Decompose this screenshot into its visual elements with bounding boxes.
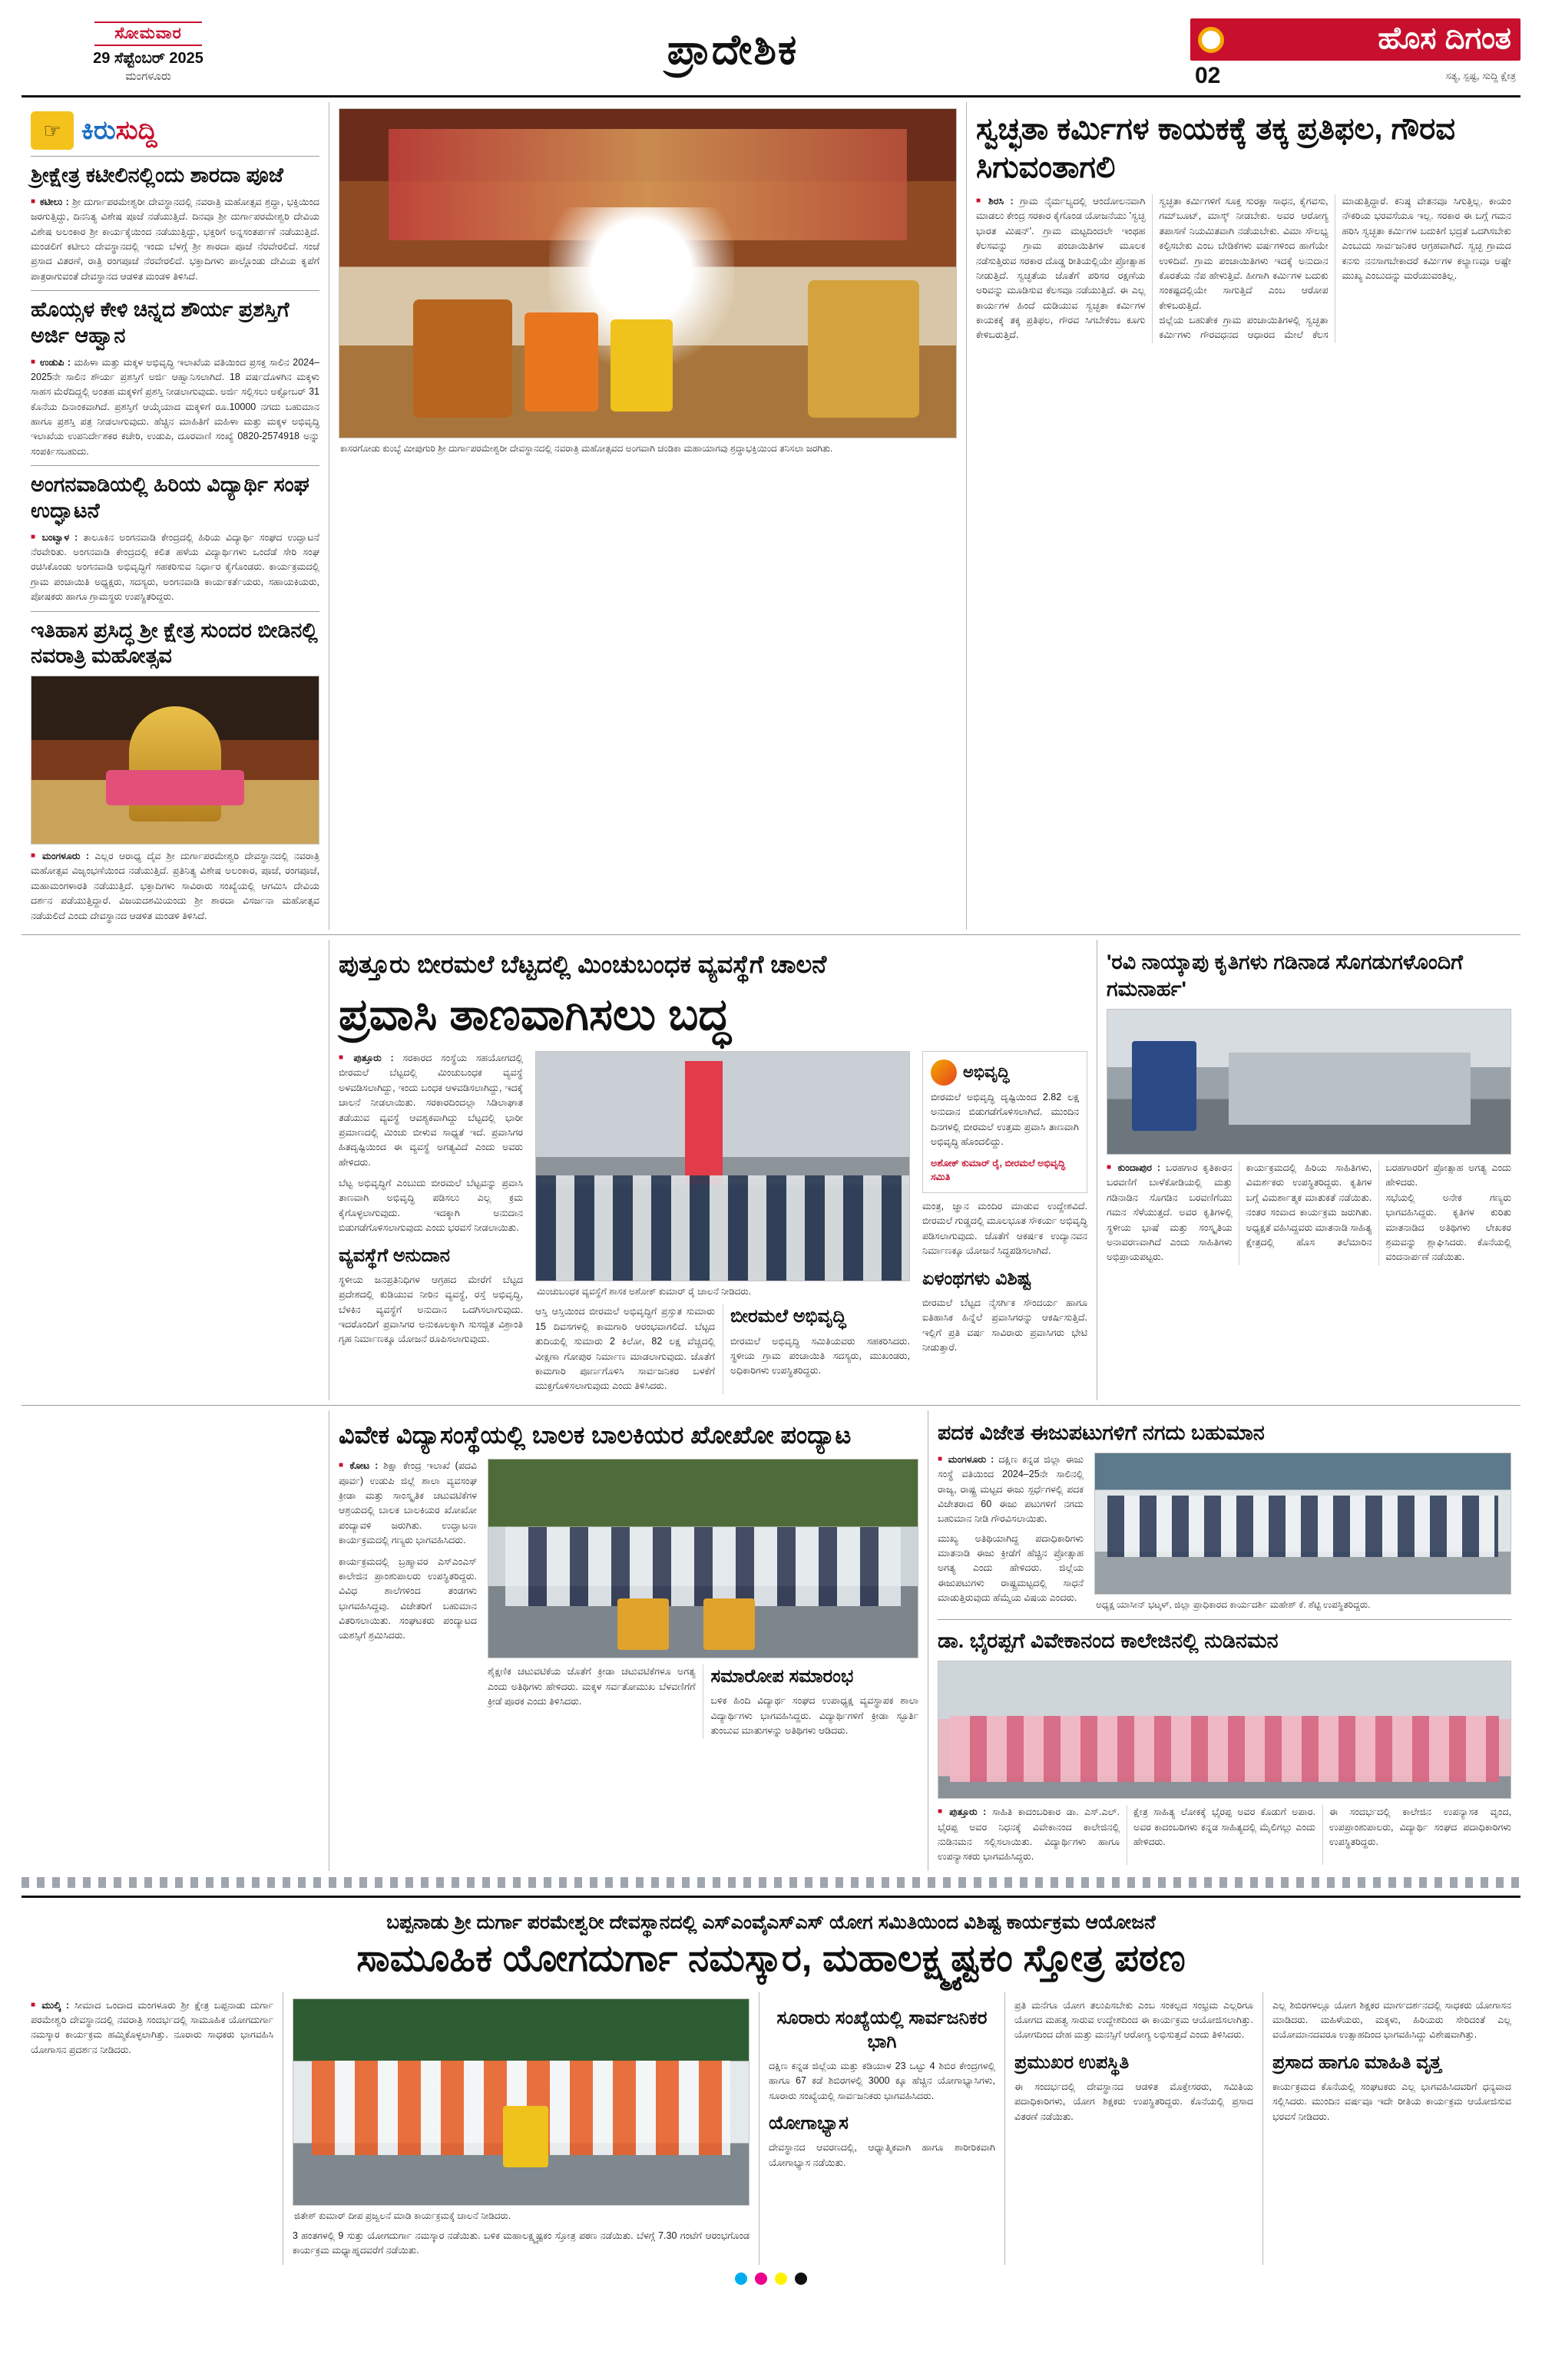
lower-left-dateline: ■ ಕೋಟ : [339, 1460, 378, 1471]
right-mid-photo [1107, 1009, 1511, 1155]
right-mid-col3: ಸಭೆಯಲ್ಲಿ ಅನೇಕ ಗಣ್ಯರು ಭಾಗವಹಿಸಿದ್ದರು. ಕೃತಿಗಳ ಕುರಿತು ಮಾತನಾಡಿದ ಅತಿಥಿಗಳು ಲೇಖಕರ ಶ್ರಮವನ್ನು ಶ್ಲಾಘಿಸಿದರು. ಕೊನೆಯಲ್ಲಿ ವಂದನಾರ್ಪಣೆ ನಡೆಯಿತು. [1385, 1192, 1511, 1263]
feature-col1 [22, 1992, 283, 2265]
rail-item1-body [31, 195, 319, 284]
section-title: ಪ್ರಾದೇಶಿಕ [667, 27, 799, 73]
rail-item3-headline: ಅಂಗನವಾಡಿಯಲ್ಲಿ ಹಿರಿಯ ವಿದ್ಯಾರ್ಥಿ ಸಂಘ ಉದ್ಘಾಟನೆ [31, 473, 309, 522]
rail-item1-dateline: ■ ಕಟೀಲು : [31, 197, 69, 207]
feature-col4-text: ಎಲ್ಲ ಶಿಬಿರಗಳಲ್ಲೂ ಯೋಗ ಶಿಕ್ಷಕರ ಮಾರ್ಗದರ್ಶನದಲ್ಲಿ ಸಾಧಕರು ಯೋಗಾಸನ ಮಾಡಿದರು. ಮಹಿಳೆಯರು, ಮಕ್ಕಳು, ಹಿರಿಯರು ಸೇರಿದಂತೆ ಎಲ್ಲ ವಯೋಮಾನದವರೂ ಉತ್ಸಾಹದಿಂದ ಭಾಗವಹಿಸಿದ್ದು ವಿಶೇಷವಾಗಿತ್ತು. [1272, 1999, 1511, 2041]
rail-item2-body [31, 355, 319, 460]
middle-rail-spacer [22, 940, 329, 1400]
right-lower1-col2: ಮುಖ್ಯ ಅತಿಥಿಯಾಗಿದ್ದ ಪದಾಧಿಕಾರಿಗಳು ಮಾತನಾಡಿ ಈಜು ಕ್ರೀಡೆಗೆ ಹೆಚ್ಚಿನ ಪ್ರೋತ್ಸಾಹ ಅಗತ್ಯ ಎಂದು ಹೇಳಿದರು. ಜಿಲ್ಲೆಯ ಈಜುಪಟುಗಳು ರಾಷ್ಟ್ರಮಟ್ಟದಲ್ಲಿ ಸಾಧನೆ ಮಾಡುತ್ತಿರುವುದು ಹೆಮ್ಮೆಯ ವಿಷಯ ಎಂದರು. [938, 1532, 1084, 1604]
top-band [22, 102, 1520, 930]
masthead-date-block [22, 18, 275, 83]
masthead-day: ಸೋಮವಾರ [94, 21, 201, 46]
infobox-text3: ಬೀರಮಲೆ ಬೆಟ್ಟದ ನೈಸರ್ಗಿಕ ಸೌಂದರ್ಯ ಹಾಗೂ ಐತಿಹಾಸಿಕ ಹಿನ್ನೆಲೆ ಪ್ರವಾಸಿಗರನ್ನು ಆಕರ್ಷಿಸುತ್ತಿದೆ. ಇಲ್ಲಿಗೆ ಪ್ರತಿ ವರ್ಷ ಸಾವಿರಾರು ಪ್ರವಾಸಿಗರು ಭೇಟಿ ನೀಡುತ್ತಾರೆ. [922, 1297, 1087, 1353]
rail-item4-headline: ಇತಿಹಾಸ ಪ್ರಸಿದ್ಧ ಶ್ರೀ ಕ್ಷೇತ್ರ ಸುಂದರ ಬೀಡಿನಲ್ಲಿ ನವರಾತ್ರಿ ಮಹೋತ್ಸವ [31, 618, 318, 668]
rail-item2-text: ಮಹಿಳಾ ಮತ್ತು ಮಕ್ಕಳ ಅಭಿವೃದ್ಧಿ ಇಲಾಖೆಯ ವತಿಯಿಂದ ಪ್ರಸಕ್ತ ಸಾಲಿನ 2024–2025ನೇ ಸಾಲಿನ ಶೌರ್ಯ ಪ್ರಶಸ್ತಿಗೆ ಅರ್ಜಿ ಆಹ್ವಾನಿಸಲಾಗಿದೆ. 18 ವರ್ಷದೊಳಗಿನ ಮಕ್ಕಳು ಸಾಹಸ ಮೆರೆದಿದ್ದಲ್ಲಿ ಅಂತಹ ಮಕ್ಕಳಿಗೆ ಪ್ರಶಸ್ತಿ ನೀಡಲಾಗುವುದು. ಅರ್ಜಿ ಸಲ್ಲಿಸಲು ಅಕ್ಟೋಬರ್ 31 ಕೊನೆಯ ದಿನಾಂಕವಾಗಿದೆ. ಪ್ರಶಸ್ತಿಗೆ ಆಯ್ಕೆಯಾದ ಮಕ್ಕಳಿಗೆ ರೂ.10000 ನಗದು ಬಹುಮಾನ ಹಾಗೂ ಪ್ರಶಸ್ತಿ ಪತ್ರ ನೀಡಲಾಗುವುದು. ಹೆಚ್ಚಿನ ಮಾಹಿತಿಗೆ ಮಹಿಳಾ ಮತ್ತು ಮಕ್ಕಳ ಅಭಿವೃದ್ಧಿ ಇಲಾಖೆಯ ಉಪನಿರ್ದೇಶಕರ ಕಚೇರಿ, ಉಡುಪಿ, ದೂರವಾಣಿ ಸಂಖ್ಯೆ 0820-2574918 ಅನ್ನು ಸಂಪರ್ಕಿಸಬಹುದು. [31, 356, 319, 457]
brand-tagline: ಸತ್ಯ, ಸ್ಪಷ್ಟ, ಸುದ್ದಿ ಕ್ಷೇತ್ರ [1445, 70, 1516, 81]
lower-left-col1 [339, 1459, 477, 1548]
mid-main-sub2: ಬೀರಮಲೆ ಅಭಿವೃದ್ಧಿ ಸಮಿತಿಯವರು ಸಹಕರಿಸಿದರು. ಸ್ಥಳೀಯ ಗ್ರಾಮ ಪಂಚಾಯಿತಿ ಸದಸ್ಯರು, ಮುಖಂಡರು, ಅಧಿಕಾರಿಗಳು ಉಪಸ್ಥಿತರಿದ್ದರು. [730, 1335, 910, 1377]
lower-rail-spacer [22, 1410, 329, 1871]
right-mid-headline: 'ರವಿ ನಾಯ್ಕಾಪು ಕೃತಿಗಳು ಗಡಿನಾಡ ಸೊಗಡುಗಳೊಂದಿಗೆ ಗಮನಾರ್ಹ' [1107, 950, 1463, 1000]
rail-item4-text: ಎಲ್ಲರ ಆರಾಧ್ಯ ದೈವ ಶ್ರೀ ದುರ್ಗಾಪರಮೇಶ್ವರಿ ದೇವಸ್ಥಾನದಲ್ಲಿ ನವರಾತ್ರಿ ಮಹೋತ್ಸವ ವಿಜೃಂಭಣೆಯಿಂದ ನಡೆಯುತ್ತಿದೆ. ಪ್ರತಿನಿತ್ಯ ವಿಶೇಷ ಅಲಂಕಾರ, ಪೂಜೆ, ರಂಗಪೂಜೆ, ಮಹಾಮಂಗಳಾರತಿ ನಡೆಯುತ್ತಿದೆ. ಭಕ್ತಾದಿಗಳು ಸಾವಿರಾರು ಸಂಖ್ಯೆಯಲ್ಲಿ ಆಗಮಿಸಿ ದೇವಿಯ ದರ್ಶನ ಪಡೆಯುತ್ತಿದ್ದಾರೆ. ವಿಜಯದಶಮಿಯಂದು ಶ್ರೀ ಶಾರದಾ ವಿಸರ್ಜನಾ ಮಹೋತ್ಸವ ನಡೆಯಲಿದೆ ಎಂದು ದೇವಸ್ಥಾನದ ಆಡಳಿತ ಮಂಡಳಿ ತಿಳಿಸಿದೆ. [31, 851, 319, 921]
lower-left-sub-head: ಸಮಾರೋಪ ಸಮಾರಂಭ [710, 1666, 854, 1687]
top-right-col2: ಸ್ವಚ್ಛತಾ ಕರ್ಮಿಗಳಿಗೆ ಸೂಕ್ತ ಸುರಕ್ಷಾ ಸಾಧನ, ಕೈಗವಸು, ಗಮ್‌ಬೂಟ್, ಮಾಸ್ಕ್ ನೀಡಬೇಕು. ಅವರ ಆರೋಗ್ಯ ತಪಾಸಣೆ ನಿಯಮಿತವಾಗಿ ನಡೆಯಬೇಕು. ವಿಮಾ ಸೌಲಭ್ಯ ಕಲ್ಪಿಸಬೇಕು ಎಂಬ ಬೇಡಿಕೆಗಳು ವರ್ಷಗಳಿಂದ ಹಾಗೆಯೇ ಉಳಿದಿವೆ. ಗ್ರಾಮ ಪಂಚಾಯಿತಿಗಳು ಇದಕ್ಕೆ ಅನುದಾನ ಕೊರತೆಯ ನೆಪ ಹೇಳುತ್ತಿವೆ. ಹೀಗಾಗಿ ಕರ್ಮಿಗಳ ಬದುಕು ಸಂಕಷ್ಟದಲ್ಲಿಯೇ ಸಾಗುತ್ತಿದೆ ಎಂಬ ಆರೋಪ ಕೇಳಿಬರುತ್ತಿದೆ. [1159, 196, 1329, 311]
mid-main-story [329, 940, 1097, 1400]
top-right-headline: ಸ್ವಚ್ಛತಾ ಕರ್ಮಿಗಳ ಕಾಯಕಕ್ಕೆ ತಕ್ಕ ಪ್ರತಿಫಲ, ಗೌರವ ಸಿಗುವಂತಾಗಲಿ [976, 112, 1455, 184]
gear-icon [1198, 27, 1224, 53]
rail-item3-body [31, 531, 319, 605]
rail-item3-text: ತಾಲೂಕಿನ ಅಂಗನವಾಡಿ ಕೇಂದ್ರದಲ್ಲಿ ಹಿರಿಯ ವಿದ್ಯಾರ್ಥಿ ಸಂಘದ ಉದ್ಘಾಟನೆ ನೆರವೇರಿತು. ಅಂಗನವಾಡಿ ಕೇಂದ್ರದಲ್ಲಿ ಕಲಿತ ಹಳೆಯ ವಿದ್ಯಾರ್ಥಿಗಳು ಒಂದೆಡೆ ಸೇರಿ ಸಂಘ ರಚಿಸಿಕೊಂಡು ಅಂಗನವಾಡಿ ಅಭಿವೃದ್ಧಿಗೆ ಸಹಕರಿಸುವ ನಿರ್ಧಾರ ಕೈಗೊಂಡರು. ಕಾರ್ಯಕ್ರಮದಲ್ಲಿ ಗ್ರಾಮ ಪಂಚಾಯಿತಿ ಅಧ್ಯಕ್ಷರು, ಸದಸ್ಯರು, ಅಂಗನವಾಡಿ ಕಾರ್ಯಕರ್ತೆಯರು, ಸಹಾಯಕಿಯರು, ಪೋಷಕರು ಹಾಗೂ ಗ್ರಾಮಸ್ಥರು ಉಪಸ್ಥಿತರಿದ್ದರು. [31, 531, 319, 603]
brand-nameplate [1190, 18, 1520, 61]
hand-pointer-icon: ☞ [31, 111, 74, 150]
feature-box-head: ಸೂರಾರು ಸಂಖ್ಯೆಯಲ್ಲಿ ಸಾರ್ವಜನಿಕರ ಭಾಗಿ [776, 2007, 988, 2052]
right-lower1-headline: ಪದಕ ವಿಜೇತ ಈಜುಪಟುಗಳಿಗೆ ನಗದು ಬಹುಮಾನ [938, 1420, 1265, 1444]
right-lower-stack [928, 1410, 1520, 1871]
lower-left-col4: ಬಳಿಕ ಹಿಂದಿ ವಿದ್ಯಾರ್ಥ ಸಂಘದ ಉಪಾಧ್ಯಕ್ಷ ವ್ಯವಸ್ಥಾಪಕ ಶಾಲಾ ವಿದ್ಯಾರ್ಥಿಗಳು ಭಾಗವಹಿಸಿದ್ದರು. ವಿದ್ಯಾರ್ಥಿಗಳಿಗೆ ಕ್ರೀಡಾ ಸ್ಫೂರ್ತಿ ತುಂಬುವ ಮಾತುಗಳನ್ನು ಅತಿಥಿಗಳು ಆಡಿದರು. [710, 1695, 918, 1737]
middle-band [22, 940, 1520, 1400]
right-lower1-photo [1094, 1453, 1511, 1595]
mid-main-sub2-head: ಬೀರಮಲೆ ಅಭಿವೃದ್ಧಿ [730, 1306, 846, 1327]
feature-box-text2: ದೇವಸ್ಥಾನದ ಆವರಣದಲ್ಲಿ, ಆಧ್ಯಾತ್ಮಿಕವಾಗಿ ಹಾಗೂ ಶಾರೀರಿಕವಾಗಿ ಯೋಗಾಭ್ಯಾಸ ನಡೆಯಿತು. [769, 2142, 995, 2168]
kiru-label-2: ಸುದ್ದಿ [115, 115, 157, 145]
top-right-dateline: ■ ಶಿರಸಿ : [976, 196, 1014, 207]
brand-name: ಹೊಸ ದಿಗಂತ [1378, 21, 1511, 55]
lower-left-col2: ಕಾರ್ಯಕ್ರಮದಲ್ಲಿ ಬ್ರಹ್ಮಾವರ ಎಸ್‌ಎಂಎಸ್‌ ಕಾಲೇಜಿನ ಪ್ರಾಂಶುಪಾಲರು ಉಪಸ್ಥಿತರಿದ್ದರು. ವಿವಿಧ ಶಾಲೆಗಳಿಂದ ತಂಡಗಳು ಭಾಗವಹಿಸಿದ್ದವು. ವಿಜೇತರಿಗೆ ಬಹುಮಾನ ವಿತರಿಸಲಾಯಿತು. ಸಂಘಟಕರು ಪಂದ್ಯಾಟದ ಯಶಸ್ಸಿಗೆ ಶ್ರಮಿಸಿದರು. [339, 1555, 477, 1641]
kiru-label-1: ಕಿರು [81, 115, 116, 145]
right-mid-col1 [1107, 1161, 1233, 1265]
lower-band [22, 1410, 1520, 1871]
right-lower2-headline: ಡಾ. ಭೈರಪ್ಪಗೆ ವಿವೇಕಾನಂದ ಕಾಲೇಜಿನಲ್ಲಿ ನುಡಿನಮನ [938, 1629, 1279, 1653]
feature-title: ಸಾಮೂಹಿಕ ಯೋಗದುರ್ಗಾ ನಮಸ್ಕಾರ, ಮಹಾಲಕ್ಷ್ಮ್ಯಷ್ಟಕಂ ಸ್ತೋತ್ರ ಪಠಣ [356, 1937, 1186, 1979]
right-lower2-col3: ಈ ಸಂದರ್ಭದಲ್ಲಿ ಕಾಲೇಜಿನ ಉಪನ್ಯಾಸಕ ವೃಂದ, ಉಪಪ್ರಾಂಶುಪಾಲರು, ವಿದ್ಯಾರ್ಥಿ ಸಂಘದ ಪದಾಧಿಕಾರಿಗಳು ಉಪಸ್ಥಿತರಿದ್ದರು. [1329, 1806, 1511, 1848]
infobox-text2: ಮಂತ್ರ, ಜ್ಞಾನ ಮಂದಿರ ಮಾಡುವ ಉದ್ದೇಶವಿದೆ. ಬೀರಮಲೆ ಗುಡ್ಡದಲ್ಲಿ ಮೂಲಭೂತ ಸೌಕರ್ಯ ಅಭಿವೃದ್ಧಿ ಪಡಿಸಲಾಗುವುದು. ಜೊತೆಗೆ ಆಕರ್ಷಕ ಉದ್ಯಾನವನ ನಿರ್ಮಾಣಕ್ಕೂ ಯೋಜನೆ ಸಿದ್ಧಪಡಿಸಲಾಗಿದೆ. [922, 1201, 1087, 1257]
masthead [22, 18, 1520, 98]
brand-block [1190, 18, 1520, 89]
feature-col4-head: ಪ್ರಸಾದ ಹಾಗೂ ಮಾಹಿತಿ ವೃತ್ತ [1272, 2051, 1442, 2073]
mid-main-sub1-head: ವ್ಯವಸ್ಥೆಗೆ ಅನುದಾನ [339, 1245, 450, 1266]
right-mid-dateline: ■ ಕುಂದಾಪುರ : [1107, 1162, 1160, 1173]
feature-photo-caption: ಜಿತೇಶ್ ಕುಮಾರ್ ದೀಪ ಪ್ರಜ್ವಲನೆ ಮಾಡಿ ಕಾರ್ಯಕ್ರಮಕ್ಕೆ ಚಾಲನೆ ನೀಡಿದರು. [294, 2210, 511, 2221]
mid-main-sub1: ಸ್ಥಳೀಯ ಜನಪ್ರತಿನಿಧಿಗಳ ಆಗ್ರಹದ ಮೇರೆಗೆ ಬೆಟ್ಟದ ಪ್ರದೇಶದಲ್ಲಿ ಕುಡಿಯುವ ನೀರಿನ ವ್ಯವಸ್ಥೆ, ರಸ್ತೆ ಅಭಿವೃದ್ಧಿ, ಬೆಳಕಿನ ವ್ಯವಸ್ಥೆಗೆ ಅನುದಾನ ಒದಗಿಸಲಾಗುವುದು. ಇದರೊಂದಿಗೆ ಪ್ರವಾಸಿಗರ ಅನುಕೂಲಕ್ಕಾಗಿ ಸುಸಜ್ಜಿತ ವಿಶ್ರಾಂತಿ ಗೃಹ ನಿರ್ಮಾಣಕ್ಕೂ ಯೋಜನೆ ರೂಪಿಸಲಾಗುವುದು. [339, 1274, 523, 1345]
right-lower2-col1-text: ಸಾಹಿತಿ ಕಾದಂಬರಿಕಾರ ಡಾ. ಎಸ್.ಎಲ್. ಭೈರಪ್ಪ ಅವರ ನಿಧನಕ್ಕೆ ವಿವೇಕಾನಂದ ಕಾಲೇಜಿನಲ್ಲಿ ನುಡಿನಮನ ಸಲ್ಲಿಸಲಾಯಿತು. ವಿದ್ಯಾರ್ಥಿಗಳು ಹಾಗೂ ಉಪನ್ಯಾಸಕರು ಭಾಗವಹಿಸಿದ್ದರು. [938, 1806, 1120, 1863]
infobox-small-head: ಏಳಂಥಗಳು ವಿಶಿಷ್ಟ [922, 1268, 1031, 1289]
rail-item1-headline: ಶ್ರೀಕ್ಷೇತ್ರ ಕಟೀಲಿನಲ್ಲಿಂದು ಶಾರದಾ ಪೂಜೆ [31, 164, 283, 187]
feature-col3 [1004, 1992, 1262, 2265]
lower-left-col3: ಶೈಕ್ಷಣಿಕ ಚಟುವಟಿಕೆಯ ಜೊತೆಗೆ ಕ್ರೀಡಾ ಚಟುವಟಿಕೆಗಳೂ ಅಗತ್ಯ ಎಂದು ಅತಿಥಿಗಳು ಹೇಳಿದರು. ಮಕ್ಕಳ ಸರ್ವತೋಮುಖ ಬೆಳವಣಿಗೆಗೆ ಕ್ರೀಡೆ ಪೂರಕ ಎಂದು ತಿಳಿಸಿದರು. [488, 1666, 696, 1707]
right-lower2-col2: ಕ್ಷೇತ್ರ ಸಾಹಿತ್ಯ ಲೋಕಕ್ಕೆ ಭೈರಪ್ಪ ಅವರ ಕೊಡುಗೆ ಅಪಾರ. ಅವರ ಕಾದಂಬರಿಗಳು ಕನ್ನಡ ಸಾಹಿತ್ಯದಲ್ಲಿ ಮೈಲಿಗಲ್ಲು ಎಂದು ಹೇಳಿದರು. [1133, 1806, 1315, 1848]
mid-main-photo [535, 1051, 910, 1281]
right-lower1-col1 [938, 1453, 1084, 1527]
rail-item4-dateline: ■ ಮಂಗಳೂರು : [31, 851, 89, 861]
dashed-separator [22, 1877, 1520, 1888]
feature-box-subhead: ಯೋಗಾಭ್ಯಾಸ [769, 2113, 849, 2134]
feature-box-text: ದಕ್ಷಿಣ ಕನ್ನಡ ಜಿಲ್ಲೆಯ ಮತ್ತು ಕಡಿಯಾಳ 23 ಒಟ್ಟು 4 ಶಿಬಿರ ಕೇಂದ್ರಗಳಲ್ಲಿ ಹಾಗೂ 67 ಕಡೆ ಶಿಬಿರಗಳಲ್ಲಿ 3000 ಕ್ಕೂ ಹೆಚ್ಚಿನ ಯೋಗಾಭ್ಯಾಸಿಗಳು, ಸೂರಾರು ಸಂಖ್ಯೆಯಲ್ಲಿ ಸಾರ್ವಜನಿಕರು ಭಾಗವಹಿಸಿದರು. [769, 2060, 995, 2101]
kiru-sudhi-logo [31, 111, 319, 150]
reg-mark-yellow [775, 2273, 787, 2285]
infobox-text: ಬೀರಮಲೆ ಅಭಿವೃದ್ಧಿ ದೃಷ್ಟಿಯಿಂದ 2.82 ಲಕ್ಷ ಅನುದಾನ ಬಿಡುಗಡೆಗೊಳಿಸಲಾಗಿದೆ. ಮುಂದಿನ ದಿನಗಳಲ್ಲಿ ಬೀರಮಲೆ ಉತ್ತಮ ಪ್ರವಾಸಿ ತಾಣವಾಗಿ ಅಭಿವೃದ್ಧಿ ಹೊಂದಲಿದ್ದು. [931, 1092, 1079, 1148]
lower-left-headline: ವಿವೇಕ ವಿದ್ಯಾಸಂಸ್ಥೆಯಲ್ಲಿ ಬಾಲಕ ಬಾಲಕಿಯರ ಖೋಖೋ ಪಂದ್ಯಾಟ [339, 1420, 852, 1449]
mid-main-headline: ಪ್ರವಾಸಿ ತಾಣವಾಗಿಸಲು ಬದ್ಧ [339, 990, 731, 1040]
reg-mark-black [795, 2273, 807, 2285]
right-lower2-photo [938, 1661, 1511, 1799]
mid-main-col2: ಆಸ್ತಿ ಆಸ್ತಿಯಿಂದ ಬೀರಮಲೆ ಅಭಿವೃದ್ಧಿಗೆ ಪ್ರಸ್ತುತ ಸುಮಾರು 15 ದಿವಸಗಳಲ್ಲಿ ಕಾಮಗಾರಿ ಆರಂಭವಾಗಲಿದೆ. ಬೆಟ್ಟದ ತುದಿಯಲ್ಲಿ ಸುಮಾರು 2 ಕಿಲೋ, 82 ಲಕ್ಷ ವೆಚ್ಚದಲ್ಲಿ ವೀಕ್ಷಣಾ ಗೋಪುರ ನಿರ್ಮಾಣ ಮಾಡಲಾಗುವುದು. ಜೊತೆಗೆ ಕಾಮಗಾರಿ ಪೂರ್ಣಗೊಳಿಸಿ ಸಾರ್ವಜನಿಕರ ಬಳಕೆಗೆ ಮುಕ್ತಗೊಳಿಸಲಾಗುವುದು ಎಂದು ತಿಳಿಸಿದರು. [535, 1306, 715, 1392]
masthead-place: ಮಂಗಳೂರು [125, 70, 171, 83]
right-mid-col1-text: ಬರಹಗಾರ ಕೃತಿಕಾರನ ಬರವಣಿಗೆ ಬಾಳೆಕೋಡಿಯಲ್ಲಿ ಮತ್ತು ಗಡಿನಾಡಿನ ಸೊಗಡಿನ ಬರವಣಿಗೆಯು ಗಮನ ಸೆಳೆಯುತ್ತದೆ. ಅವರ ಕೃತಿಗಳಲ್ಲಿ ಸ್ಥಳೀಯ ಭಾಷೆ ಮತ್ತು ಸಂಸ್ಕೃತಿಯ ಅನಾವರಣವಾಗಿದೆ ಎಂದು ಸಾಹಿತಿಗಳು ಅಭಿಪ್ರಾಯಪಟ್ಟರು. [1107, 1162, 1233, 1263]
lower-left-story [329, 1410, 928, 1871]
infobox-title: ಅಭಿವೃದ್ಧಿ [963, 1063, 1010, 1082]
right-lower1-col1-text: ದಕ್ಷಿಣ ಕನ್ನಡ ಜಿಲ್ಲಾ ಈಜು ಸಂಸ್ಥೆ ವತಿಯಿಂದ 2024–25ನೇ ಸಾಲಿನಲ್ಲಿ ರಾಜ್ಯ, ರಾಷ್ಟ್ರ ಮಟ್ಟದ ಈಜು ಸ್ಪರ್ಧೆಗಳಲ್ಲಿ ಪದಕ ವಿಜೇತರಾದ 60 ಈಜು ಪಟುಗಳಿಗೆ ನಗದು ಬಹುಮಾನ ನೀಡಿ ಗೌರವಿಸಲಾಯಿತು. [938, 1453, 1084, 1525]
masthead-date: 29 ಸೆಪ್ಟೆಂಬರ್ 2025 [93, 50, 204, 67]
right-lower2-dateline: ■ ಪುತ್ತೂರು : [938, 1806, 986, 1817]
top-right-story [966, 102, 1520, 930]
mid-main-col1 [339, 1051, 523, 1170]
infobox-attribution: ಅಶೋಕ್‌ ಕುಮಾರ್ ರೈ, ಬೀರಮಲೆ ಅಭಿವೃದ್ಧಿ ಸಮಿತಿ [931, 1157, 1066, 1183]
lower-left-photo [488, 1459, 918, 1658]
registration-marks [22, 2265, 1520, 2286]
feature-col1-text: ಸೀಮಾದ ಒಂದಾದ ಮಂಗಳೂರು ಶ್ರೀ ಕ್ಷೇತ್ರ ಬಪ್ಪನಾಡು ದುರ್ಗಾ ಪರಮೇಶ್ವರಿ ದೇವಸ್ಥಾನದಲ್ಲಿ ನವರಾತ್ರಿ ಸಂದರ್ಭದಲ್ಲಿ ಸಾಮೂಹಿಕ ಯೋಗದುರ್ಗಾ ನಮಸ್ಕಾರ ಕಾರ್ಯಕ್ರಮ ಹಮ್ಮಿಕೊಳ್ಳಲಾಗಿತ್ತು. ನೂರಾರು ಸಾಧಕರು ಭಾಗವಹಿಸಿ ಯೋಗಾಸನ ಪ್ರದರ್ಶನ ನೀಡಿದರು. [31, 1999, 273, 2055]
right-lower1-dateline: ■ ಮಂಗಳೂರು : [938, 1454, 994, 1465]
feature-col2: 3 ಹಂತಗಳಲ್ಲಿ 9 ಸುತ್ತು ಯೋಗದುರ್ಗಾ ನಮಸ್ಕಾರ ನಡೆಯಿತು. ಬಳಿಕ ಮಹಾಲಕ್ಷ್ಮ್ಯಷ್ಟಕಂ ಸ್ತೋತ್ರ ಪಠಣ ನಡೆಯಿತು. ಬೆಳಗ್ಗೆ 7.30 ಗಂಟೆಗೆ ಆರಂಭಗೊಂಡ ಕಾರ್ಯಕ್ರಮ ಮಧ್ಯಾಹ್ನದವರೆಗೆ ನಡೆಯಿತು. [293, 2230, 749, 2256]
right-mid-story [1097, 940, 1520, 1400]
rail-item2-dateline: ■ ಉಡುಪಿ : [31, 357, 71, 368]
left-rail [22, 102, 329, 930]
rail-item4-body [31, 849, 319, 924]
top-center-block [329, 102, 966, 930]
right-mid-col2: ಕಾರ್ಯಕ್ರಮದಲ್ಲಿ ಹಿರಿಯ ಸಾಹಿತಿಗಳು, ವಿಮರ್ಶಕರು ಉಪಸ್ಥಿತರಿದ್ದರು. ಕೃತಿಗಳ ಬಗ್ಗೆ ವಿಮರ್ಶಾತ್ಮಕ ಮಾತುಕತೆ ನಡೆಯಿತು. ನಂತರ ಸಂವಾದ ಕಾರ್ಯಕ್ರಮ ಜರುಗಿತು. ಅಧ್ಯಕ್ಷತೆ ವಹಿಸಿದ್ದವರು ಮಾತನಾಡಿ ಸಾಹಿತ್ಯ ಕ್ಷೇತ್ರದಲ್ಲಿ ಹೊಸ ತಲೆಮಾರಿನ ಬರಹಗಾರರಿಗೆ ಪ್ರೋತ್ಸಾಹ ಅಗತ್ಯ ಎಂದು ಹೇಳಿದರು. [1246, 1162, 1511, 1248]
top-right-col1-text: ಗ್ರಾಮ ನೈರ್ಮಲ್ಯದಲ್ಲಿ ಆಂದೋಲನವಾಗಿ ಮಾಡಲು ಕೇಂದ್ರ ಸರಕಾರ ಕೈಗೊಂಡ ಯೋಜನೆಯು 'ಸ್ವಚ್ಛ ಭಾರತ ಮಿಷನ್'. ಗ್ರಾಮ ಮಟ್ಟದಿಂದಲೇ ಇಂಥಹ ಕೆಲಸವನ್ನು ಗ್ರಾಮ ಪಂಚಾಯಿತಿಗಳ ಮೂಲಕ ನಡೆಸುತ್ತಿರುವ ಸರಕಾರ ದೊಡ್ಡ ರೀತಿಯಲ್ಲಿಯೇ ಪ್ರೋತ್ಸಾಹ ನೀಡುತ್ತಿದೆ. ಸ್ವಚ್ಛತೆಯ ಜೊತೆಗೆ ಪರಿಸರ ರಕ್ಷಣೆಯ ಅರಿವನ್ನು ಮೂಡಿಸುವ ಕೆಲಸವೂ ನಡೆಯುತ್ತಿದೆ. ಈ ಎಲ್ಲ ಕಾರ್ಯಗಳ ಹಿಂದೆ ದುಡಿಯುವ ಸ್ವಚ್ಛತಾ ಕರ್ಮಿಗಳ ಕಾಯಕಕ್ಕೆ ತಕ್ಕ ಪ್ರತಿಫಲ, ಗೌರವ ಸಿಗಬೇಕೆಂಬ ಕೂಗು ಕೇಳಿಬರುತ್ತಿದೆ. [976, 196, 1146, 341]
top-center-caption: ಕಾಸರಗೋಡು ಕುಂಬ್ಳೆ ಮೀಪುಗುರಿ ಶ್ರೀ ದುರ್ಗಾಪರಮೇಶ್ವರೀ ದೇವಸ್ಥಾನದಲ್ಲಿ ನವರಾತ್ರಿ ಮಹೋತ್ಸವದ ಅಂಗವಾಗಿ ಚಂಡಿಕಾ ಮಹಾಯಾಗವು ಶ್ರದ್ಧಾಭಕ್ತಿಯಿಂದ ತನಿಸಲಾ ಜರಗಿತು. [340, 443, 833, 454]
mid-main-photo-caption: ಮಿಂಚುಬಂಧಕ ವ್ಯವಸ್ಥೆಗೆ ಶಾಸಕ ಅಶೋಕ್ ಕುಮಾರ್ ರೈ ಚಾಲನೆ ನೀಡಿದರು. [537, 1286, 752, 1297]
right-lower1-caption: ಅಧ್ಯಕ್ಷ ಯಾಸೀನ್ ಭಟ್ಕಳ್, ಜಿಲ್ಲಾ ಪ್ರಾಧಿಕಾರದ ಕಾರ್ಯದರ್ಶಿ ಮಹೇಶ್ ಕೆ. ಶೆಟ್ಟಿ ಉಪಸ್ಥಿತರಿದ್ದರು. [1096, 1598, 1371, 1610]
page-number: 02 [1195, 63, 1221, 88]
mid-main-col1-text: ಸರಕಾರದ ಸಂಸ್ಥೆಯ ಸಹಯೋಗದಲ್ಲಿ ಬೀರಮಲೆ ಬೆಟ್ಟದಲ್ಲಿ ಮಿಂಚುಬಂಧಕ ವ್ಯವಸ್ಥೆ ಅಳವಡಿಸಲಾಗಿದ್ದು, ಇಂದು ಬಂಧಕ ಆಳವಡಿಸಲಾಗಿದ್ದು, ಇದಕ್ಕೆ ಚಾಲನೆ ನೀಡಲಾಯಿತು. ಸರಕಾರದಿಂದಲ್ಲಾ ಸಿಡಿಲಾಘಾತ ತಡೆಯುವ ವ್ಯವಸ್ಥೆ ಆವಶ್ಯಕವಾಗಿದ್ದು ಬೆಟ್ಟದಲ್ಲಿ ಭಾರೀ ಪ್ರಮಾಣದಲ್ಲಿ ಮಿಂಚು ಬೀಳುವ ಸಾಧ್ಯತೆ ಇದೆ. ಪ್ರವಾಸಿಗರ ಹಿತದೃಷ್ಟಿಯಿಂದ ಈ ವ್ಯವಸ್ಥೆ ಅಗತ್ಯವಿದೆ ಎಂದು ಅವರು ಹೇಳಿದರು. [339, 1053, 523, 1168]
growth-icon [931, 1059, 957, 1086]
reg-mark-cyan [735, 2273, 747, 2285]
top-center-photo [339, 108, 957, 438]
feature-photo-block [283, 1992, 759, 2265]
feature-col4b: ಕಾರ್ಯಕ್ರಮದ ಕೊನೆಯಲ್ಲಿ ಸಂಘಟಕರು ಎಲ್ಲ ಭಾಗವಹಿಸಿದವರಿಗೆ ಧನ್ಯವಾದ ಸಲ್ಲಿಸಿದರು. ಮುಂದಿನ ವರ್ಷವೂ ಇದೇ ರೀತಿಯ ಕಾರ್ಯಕ್ರಮ ಆಯೋಜಿಸುವ ಭರವಸೆ ನೀಡಿದರು. [1272, 2081, 1511, 2122]
mid-main-infobox [922, 1051, 1087, 1193]
top-right-col1 [976, 194, 1145, 343]
feature-dateline: ■ ಮುಲ್ಕಿ : [31, 2000, 69, 2011]
rail-item2-headline: ಹೊಯ್ಸಳ ಕೇಳಿ ಚಿನ್ನದ ಶೌರ್ಯ ಪ್ರಶಸ್ತಿಗೆ ಅರ್ಜಿ ಆಹ್ವಾನ [31, 298, 290, 347]
right-lower2-col1 [938, 1805, 1120, 1865]
bottom-feature [22, 1896, 1520, 2265]
mid-main-dateline: ■ ಪುತ್ತೂರು : [339, 1053, 394, 1063]
top-right-col3: ಜಿಲ್ಲೆಯ ಬಹುತೇಕ ಗ್ರಾಮ ಪಂಚಾಯಿತಿಗಳಲ್ಲಿ ಸ್ವಚ್ಛತಾ ಕರ್ಮಿಗಳು ಗೌರವಧನದ ಆಧಾರದ ಮೇಲೆ ಕೆಲಸ ಮಾಡುತ್ತಿದ್ದಾರೆ. ಕನಿಷ್ಠ ವೇತನವೂ ಸಿಗುತ್ತಿಲ್ಲ. ಕಾಯಂ ನೌಕರಿಯ ಭರವಸೆಯೂ ಇಲ್ಲ. ಸರಕಾರ ಈ ಬಗ್ಗೆ ಗಮನ ಹರಿಸಿ ಸ್ವಚ್ಛತಾ ಕರ್ಮಿಗಳ ಬದುಕಿಗೆ ಭದ್ರತೆ ಒದಗಿಸಬೇಕು ಎಂಬುದು ಸಾರ್ವಜನಿಕರ ಆಗ್ರಹವಾಗಿದೆ. ಸ್ವಚ್ಛ ಗ್ರಾಮದ ಕನಸು ನನಸಾಗಬೇಕಾದರೆ ಕರ್ಮಿಗಳ ಕಲ್ಯಾಣವೂ ಅಷ್ಟೇ ಮುಖ್ಯ ಎಂಬುದನ್ನು ಮರೆಯುವಂತಿಲ್ಲ. [1159, 196, 1511, 341]
rail-item3-dateline: ■ ಬಂಟ್ವಾಳ : [31, 532, 78, 543]
reg-mark-magenta [755, 2273, 767, 2285]
lower-left-col1-text: ಶಿಕ್ಷಾ ಕೇಂದ್ರ ಇಲಾಖೆ (ಪದವಿ ಪೂರ್ವ) ಉಡುಪಿ ಜಿಲ್ಲೆ ಶಾಲಾ ವ್ಯವಸಂಘ ಕ್ರೀಡಾ ಮತ್ತು ಸಾಂಸ್ಕೃತಿಕ ಚಟುವಟಿಕೆಗಳ ಆಶ್ರಯದಲ್ಲಿ ಬಾಲಕ ಬಾಲಕಿಯರ ಖೋಖೋ ಪಂದ್ಯಾವಳಿ ಜರುಗಿತು. ಉದ್ಘಾಟನಾ ಕಾರ್ಯಕ್ರಮದಲ್ಲಿ ಗಣ್ಯರು ಭಾಗವಹಿಸಿದರು. [339, 1460, 477, 1546]
mid-main-col1b: ಬೆಟ್ಟ ಅಭಿವೃದ್ಧಿಗೆ ಎಂಬುದು ಬೀರಮಲೆ ಬೆಟ್ಟವನ್ನು ಪ್ರವಾಸಿ ತಾಣವಾಗಿ ಅಭಿವೃದ್ಧಿ ಪಡಿಸಲು ಎಲ್ಲ ಕ್ರಮ ಕೈಗೊಳ್ಳಲಾಗುವುದು. ಇದಕ್ಕಾಗಿ ಅನುದಾನ ಬಿಡುಗಡೆಗೊಳಿಸಲಾಗುವುದು ಎಂದು ಭರವಸೆ ನೀಡಲಾಯಿತು. [339, 1178, 523, 1234]
rail-item4-photo [31, 676, 319, 845]
feature-col4 [1262, 1992, 1520, 2265]
feature-photo [293, 1998, 749, 2206]
feature-col3b: ಈ ಸಂದರ್ಭದಲ್ಲಿ ದೇವಸ್ಥಾನದ ಆಡಳಿತ ಮೊಕ್ತೇಸರರು, ಸಮಿತಿಯ ಪದಾಧಿಕಾರಿಗಳು, ಯೋಗ ಶಿಕ್ಷಕರು ಉಪಸ್ಥಿತರಿದ್ದರು. ಕೊನೆಯಲ್ಲಿ ಪ್ರಸಾದ ವಿತರಣೆ ನಡೆಯಿತು. [1014, 2081, 1253, 2122]
rail-item1-text: ಶ್ರೀ ದುರ್ಗಾಪರಮೇಶ್ವರೀ ದೇವಸ್ಥಾನದಲ್ಲಿ ನವರಾತ್ರಿ ಮಹೋತ್ಸವ ಶ್ರದ್ಧಾ, ಭಕ್ತಿಯಿಂದ ಜರಗುತ್ತಿದ್ದು, ದಿನನಿತ್ಯ ವಿಶೇಷ ಪೂಜೆ ನಡೆಯುತ್ತಿದೆ. ದಿನವೂ ಶ್ರೀ ದುರ್ಗಾಪರಮೇಶ್ವರಿ ದೇವಿಯ ವಿಶೇಷ ಅಲಂಕಾರ ಶ್ರೀ ಕಾರ್ಯಕ್ಕೆಯಿಂದ ನಡೆಯುತ್ತಿದ್ದು, ಭಕ್ತರಿಗೆ ಅನ್ನಸಂತರ್ಪಣೆ ನಡೆಯುತ್ತಿದೆ. ಮಂಡಲಿಗೆ ಕಟೀಲು ದೇವಸ್ಥಾನದಲ್ಲಿ ಇಂದು ಬೆಳಗ್ಗೆ ಶ್ರೀ ಶಾರದಾ ಪೂಜೆ ನೆರವೇರಲಿದೆ. ಸಂಜೆ ಪ್ರಸಾದ ವಿತರಣೆ, ರಾತ್ರಿ ರಂಗಪೂಜೆ ನೆರವೇರಲಿದೆ. ಭಕ್ತಾದಿಗಳು ಪಾಲ್ಗೊಂಡು ದೇವಿಯ ಕೃಪೆಗೆ ಪಾತ್ರರಾಗುವಂತೆ ದೇವಸ್ಥಾನದ ಆಡಳಿತ ಮಂಡಳಿ ತಿಳಿಸಿದೆ. [31, 196, 319, 282]
mid-main-kicker: ಪುತ್ತೂರು ಬೀರಮಲೆ ಬೆಟ್ಟದಲ್ಲಿ ಮಿಂಚುಬಂಧಕ ವ್ಯವಸ್ಥೆಗೆ ಚಾಲನೆ [339, 950, 827, 978]
feature-box [759, 1992, 1004, 2265]
feature-col3-text: ಪ್ರತಿ ಮನೆಗೂ ಯೋಗ ತಲುಪಿಸಬೇಕು ಎಂಬ ಸಂಕಲ್ಪದ ಸಂಭ್ರಮ ಎಲ್ಲರಿಗೂ ಯೋಗದ ಮಹತ್ವ ಸಾರುವ ಉದ್ದೇಶದಿಂದ ಈ ಕಾರ್ಯಕ್ರಮ ಆಯೋಜಿಸಲಾಗಿತ್ತು. ಯೋಗದಿಂದ ದೇಹ ಮತ್ತು ಮನಸ್ಸಿಗೆ ಆರೋಗ್ಯ ಲಭಿಸುತ್ತದೆ ಎಂದು ತಿಳಿಸಿದರು. [1014, 1999, 1253, 2041]
feature-col3-head: ಪ್ರಮುಖರ ಉಪಸ್ಥಿತಿ [1014, 2051, 1130, 2073]
feature-kicker: ಬಪ್ಪನಾಡು ಶ್ರೀ ದುರ್ಗಾ ಪರಮೇಶ್ವರೀ ದೇವಸ್ಥಾನದಲ್ಲಿ ಎಸ್‌ಎಂವೈಎಸ್‌ಎಸ್ ಯೋಗ ಸಮಿತಿಯಿಂದ ವಿಶಿಷ್ಟ ಕಾರ್ಯಕ್ರಮ ಆಯೋಜನೆ [386, 1911, 1156, 1933]
